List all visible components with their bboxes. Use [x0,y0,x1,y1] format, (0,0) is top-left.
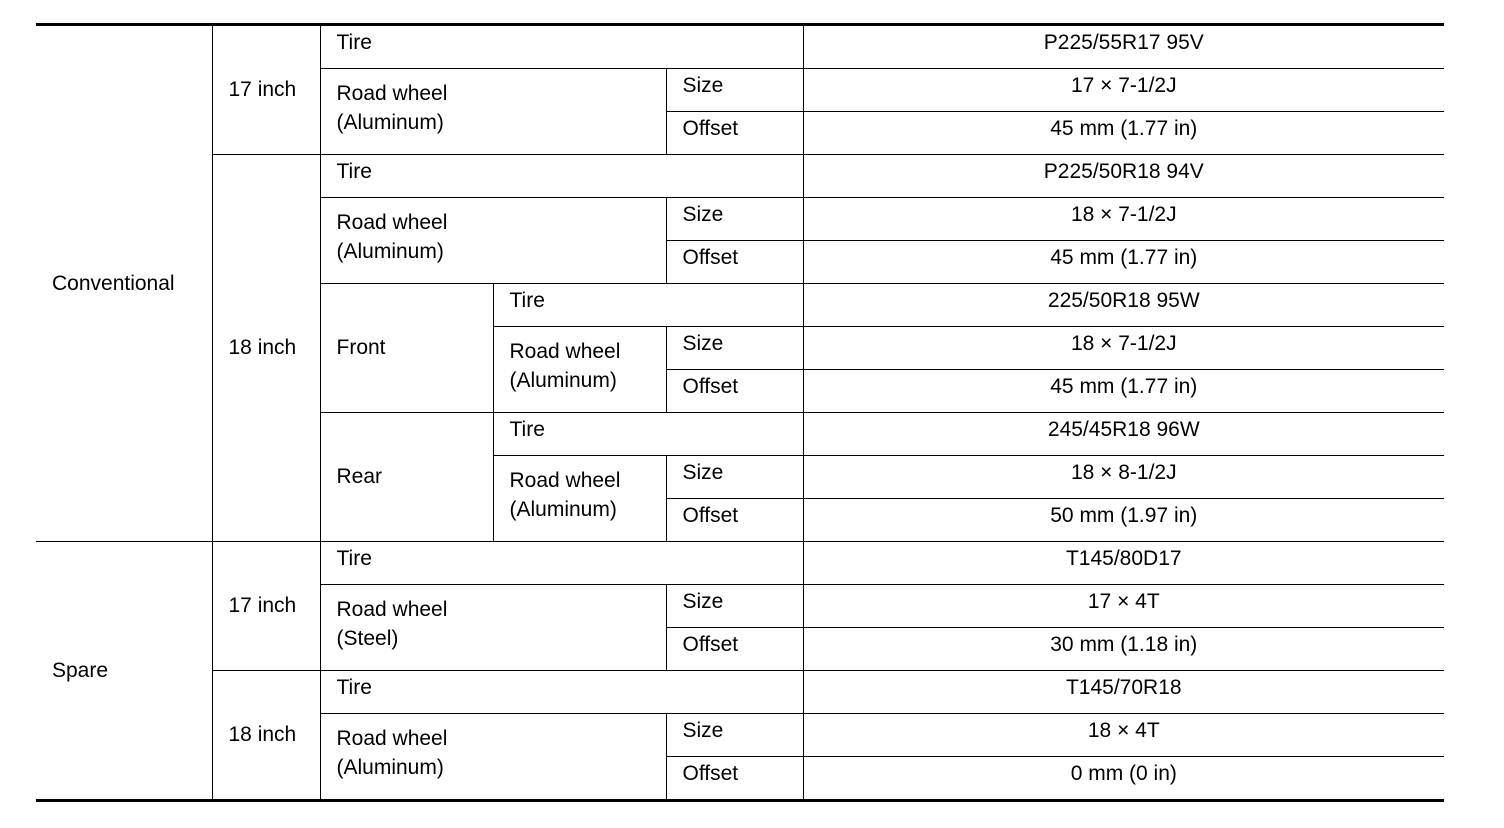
wheel-material-text: (Steel) [336,627,399,650]
tire-label: Tire [320,671,803,714]
offset-value: 30 mm (1.18 in) [803,628,1444,671]
offset-value: 45 mm (1.77 in) [803,112,1444,155]
road-wheel-label [320,69,666,155]
road-wheel-label [493,456,666,542]
size-value: 18 × 7-1/2J [803,198,1444,241]
size-value: 17 × 4T [803,585,1444,628]
offset-value: 45 mm (1.77 in) [803,241,1444,284]
size-value: 18 × 4T [803,714,1444,757]
road-wheel-text: Road wheel [336,598,448,621]
front-label: Front [320,284,493,413]
road-wheel-text: Road wheel [509,340,621,363]
rear-label: Rear [320,413,493,542]
table-row [36,542,1444,585]
offset-label: Offset [666,499,803,542]
road-wheel-text: Road wheel [336,211,448,234]
size-label: Size [666,69,803,112]
road-wheel-label [320,585,666,671]
road-wheel-text: Road wheel [336,727,448,750]
tire-label: Tire [493,413,803,456]
offset-label: Offset [666,757,803,801]
offset-label: Offset [666,112,803,155]
road-wheel-label [320,714,666,801]
size-label: Size [666,456,803,499]
offset-value: 45 mm (1.77 in) [803,370,1444,413]
tire-label: Tire [320,155,803,198]
tire-value: 245/45R18 96W [803,413,1444,456]
size-18-inch: 18 inch [212,671,320,801]
wheel-material-text: (Aluminum) [336,240,444,263]
table-row [36,155,1444,198]
offset-label: Offset [666,628,803,671]
table-row [36,671,1444,714]
size-value: 17 × 7-1/2J [803,69,1444,112]
tire-value: T145/80D17 [803,542,1444,585]
tire-value: P225/50R18 94V [803,155,1444,198]
wheel-material-text: (Aluminum) [509,369,617,392]
size-17-inch: 17 inch [212,542,320,671]
tire-value: P225/55R17 95V [803,25,1444,69]
size-label: Size [666,198,803,241]
size-label: Size [666,585,803,628]
tire-label: Tire [320,25,803,69]
size-value: 18 × 7-1/2J [803,327,1444,370]
wheel-material-text: (Aluminum) [336,756,444,779]
road-wheel-label [493,327,666,413]
wheel-material-text: (Aluminum) [336,111,444,134]
size-17-inch: 17 inch [212,25,320,155]
size-value: 18 × 8-1/2J [803,456,1444,499]
size-18-inch: 18 inch [212,155,320,542]
offset-value: 0 mm (0 in) [803,757,1444,801]
category-spare: Spare [36,542,212,801]
table-row [36,25,1444,69]
road-wheel-text: Road wheel [509,469,621,492]
tire-label: Tire [320,542,803,585]
road-wheel-label [320,198,666,284]
offset-value: 50 mm (1.97 in) [803,499,1444,542]
offset-label: Offset [666,370,803,413]
tire-label: Tire [493,284,803,327]
road-wheel-text: Road wheel [336,82,448,105]
tire-value: T145/70R18 [803,671,1444,714]
size-label: Size [666,327,803,370]
offset-label: Offset [666,241,803,284]
tire-wheel-spec-table [36,23,1444,802]
category-conventional: Conventional [36,25,212,542]
tire-value: 225/50R18 95W [803,284,1444,327]
wheel-material-text: (Aluminum) [509,498,617,521]
size-label: Size [666,714,803,757]
